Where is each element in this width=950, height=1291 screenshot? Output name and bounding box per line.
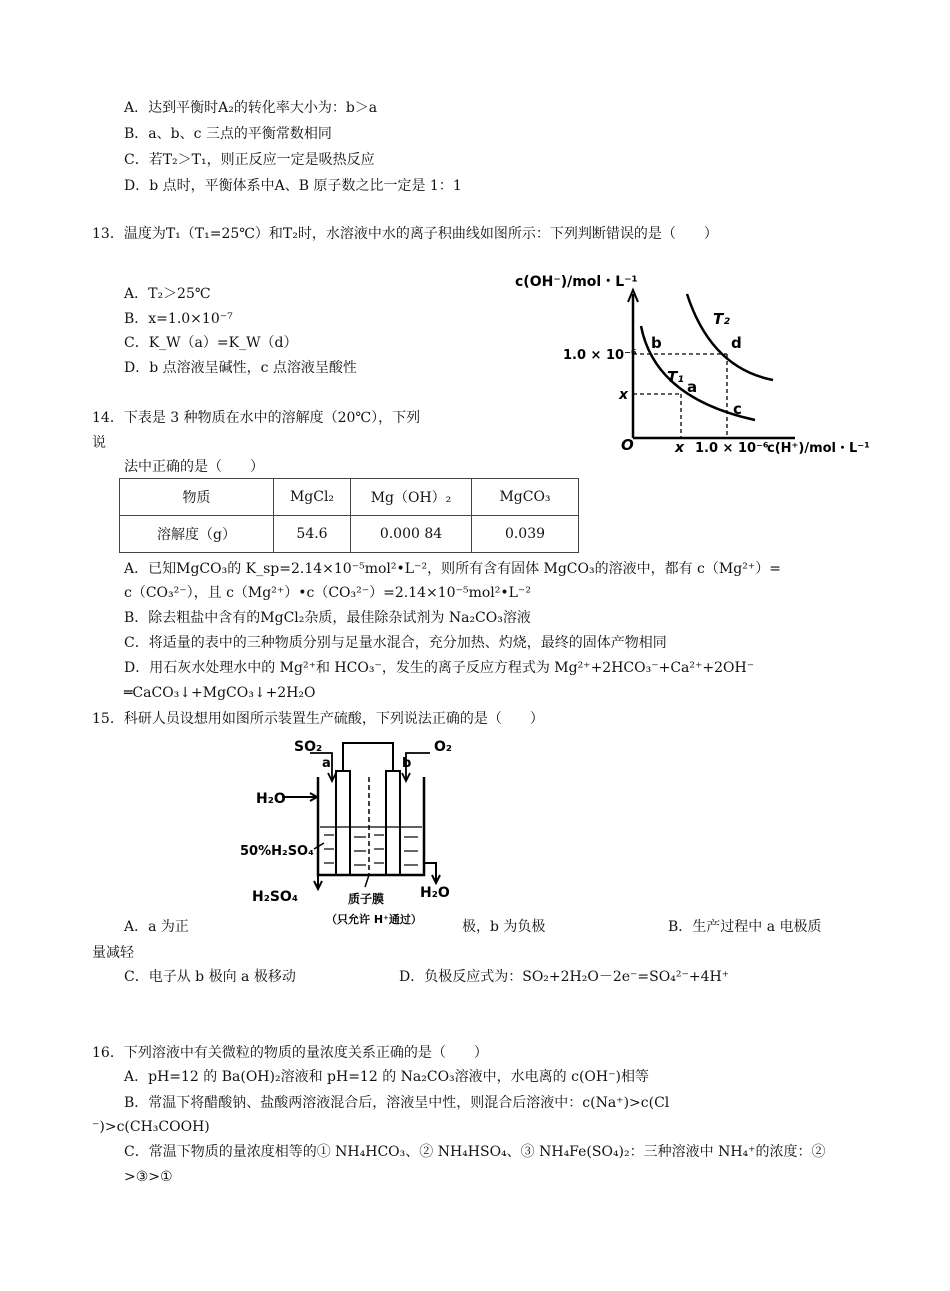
q14-option-d-2: ═CaCO₃↓+MgCO₃↓+2H₂O: [124, 685, 316, 701]
q16-option-c-1: C．常温下物质的量浓度相等的① NH₄HCO₃、② NH₄HSO₄、③ NH₄Fe(SO₄)₂：三种溶液中 NH₄⁺的浓度：②: [124, 1144, 826, 1160]
q16-stem: 16．下列溶液中有关微粒的物质的量浓度关系正确的是（ ）: [92, 1045, 488, 1061]
solubility-table: [119, 478, 579, 553]
q13-option-b: B．x=1.0×10⁻⁷: [124, 311, 233, 327]
label-h2so4-out: H₂SO₄: [252, 889, 298, 905]
q15-option-b: B．生产过程中 a 电极质: [668, 919, 822, 935]
q14-option-c: C．将适量的表中的三种物质分别与足量水混合，充分加热、灼烧，最终的固体产物相同: [124, 635, 667, 651]
sulfuric-acid-cell-diagram: [240, 735, 480, 935]
y-tick-top: 1.0 × 10⁻⁶: [563, 348, 637, 363]
q15-stem: 15．科研人员设想用如图所示装置生产硫酸，下列说法正确的是（ ）: [92, 711, 544, 727]
q14-stem-2: 说: [92, 435, 106, 451]
label-so2: SO₂: [294, 739, 323, 755]
x-tick-x: x: [675, 440, 685, 456]
header-mgco3: MgCO₃: [472, 479, 579, 516]
q13-option-d: D．b 点溶液呈碱性，c 点溶液呈酸性: [124, 360, 357, 376]
y-tick-x: x: [619, 387, 629, 403]
q14-option-b: B．除去粗盐中含有的MgCl₂杂质，最佳除杂试剂为 Na₂CO₃溶液: [124, 610, 531, 626]
curve-t2: [687, 294, 773, 380]
cell-mgoh2: 0.000 84: [351, 516, 472, 553]
table-row: [120, 516, 579, 553]
label-o2: O₂: [434, 739, 453, 755]
q16-option-b-1: B．常温下将醋酸钠、盐酸两溶液混合后，溶液呈中性，则混合后溶液中：c(Na⁺)>c(Cl: [124, 1095, 670, 1111]
x-axis-label: c(H⁺)/mol・L⁻¹: [767, 441, 870, 456]
header-substance: 物质: [120, 479, 274, 516]
cell-mgco3: 0.039: [472, 516, 579, 553]
label-electrode-b: b: [402, 756, 412, 771]
point-d: d: [731, 334, 742, 352]
point-b: b: [651, 334, 662, 352]
t1-label: T₁: [667, 368, 684, 386]
q12-option-a: A．达到平衡时A₂的转化率大小为：b＞a: [124, 100, 378, 116]
label-h2o-in: H₂O: [256, 791, 286, 807]
q15-option-a-right: 极，b 为负极: [462, 919, 546, 935]
point-a: a: [687, 378, 698, 396]
label-electrode-a: a: [322, 756, 331, 771]
t2-label: T₂: [713, 310, 730, 328]
q14-option-a-1: A．已知MgCO₃的 K_sp=2.14×10⁻⁵mol²•L⁻²，则所有含有固体 MgCO₃的溶液中，都有 c（Mg²⁺）=: [124, 561, 781, 577]
q12-option-d: D．b 点时，平衡体系中A、B 原子数之比一定是 1：1: [124, 178, 462, 194]
q15-option-d: D．负极反应式为：SO₂+2H₂O－2e⁻=SO₄²⁻+4H⁺: [399, 969, 730, 985]
point-c: c: [733, 400, 742, 418]
q12-option-b: B．a、b、c 三点的平衡常数相同: [124, 126, 332, 142]
header-mgcl2: MgCl₂: [274, 479, 351, 516]
q15-option-c: C．电子从 b 极向 a 极移动: [124, 969, 296, 985]
q14-option-d-1: D．用石灰水处理水中的 Mg²⁺和 HCO₃⁻，发生的离子反应方程式为 Mg²⁺+2HCO₃⁻+Ca²⁺+2OH⁻: [124, 660, 755, 676]
q13-stem: 13．温度为T₁（T₁=25℃）和T₂时，水溶液中水的离子积曲线如图所示：下列判断错误的是（ ）: [92, 226, 718, 242]
q16-option-a: A．pH=12 的 Ba(OH)₂溶液和 pH=12 的 Na₂CO₃溶液中，水电离的 c(OH⁻)相等: [124, 1069, 649, 1085]
label-h2o-out: H₂O: [420, 885, 450, 901]
q15-option-a-left: A．a 为正: [124, 919, 189, 935]
q12-option-c: C．若T₂＞T₁，则正反应一定是吸热反应: [124, 152, 375, 168]
q13-option-c: C．K_W（a）=K_W（d）: [124, 335, 298, 351]
label-membrane: 质子膜: [348, 892, 385, 906]
cell-mgcl2: 54.6: [274, 516, 351, 553]
y-axis-label: c(OH⁻)/mol・L⁻¹: [515, 274, 638, 290]
table-header-row: [120, 479, 579, 516]
q16-option-b-2: ⁻)>c(CH₃COOH): [92, 1119, 210, 1135]
q14-option-a-2: c（CO₃²⁻），且 c（Mg²⁺）•c（CO₃²⁻）=2.14×10⁻⁵mol²•L⁻²: [124, 585, 531, 601]
x-tick-top: 1.0 × 10⁻⁶: [695, 441, 769, 456]
q13-option-a: A．T₂＞25℃: [124, 286, 211, 302]
label-membrane-note: （只允许 H⁺通过）: [326, 913, 422, 926]
label-acid: 50%H₂SO₄: [240, 844, 314, 859]
cell-solubility-label: 溶解度（g）: [120, 516, 274, 553]
ion-product-graph: [505, 268, 875, 458]
q14-stem-1: 14．下表是 3 种物质在水中的溶解度（20℃），下列: [92, 410, 421, 426]
q14-stem-3: 法中正确的是（ ）: [124, 459, 264, 475]
origin-label: O: [621, 436, 634, 454]
q16-option-c-2: >③>①: [124, 1169, 173, 1185]
q15-option-b-cont: 量减轻: [92, 945, 134, 961]
header-mgoh2: Mg（OH）₂: [351, 479, 472, 516]
